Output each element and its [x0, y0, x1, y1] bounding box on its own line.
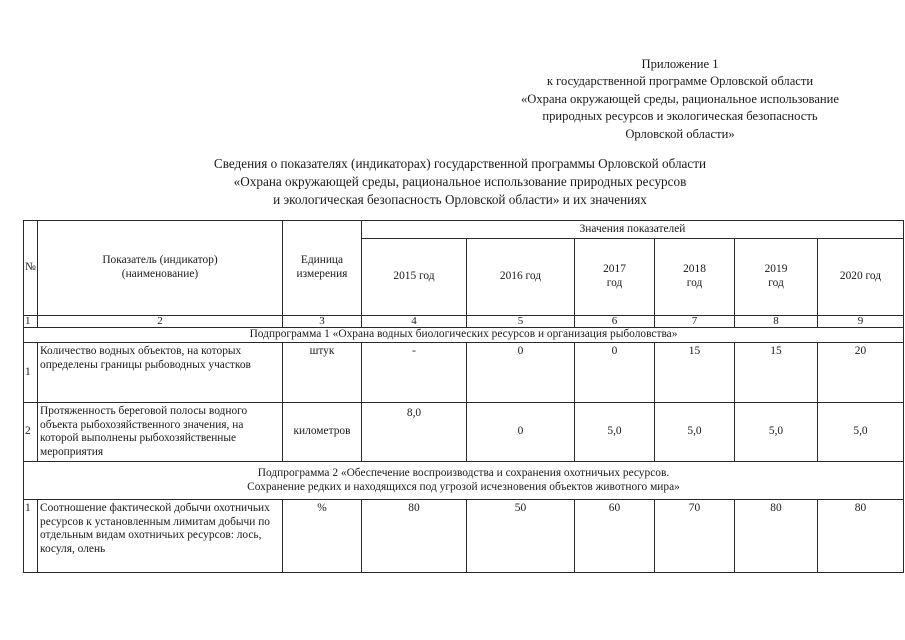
column-number: 2 — [38, 316, 283, 328]
row-num: 1 — [24, 343, 38, 403]
table-row — [24, 343, 904, 403]
header-num: № — [24, 221, 38, 316]
subprogram-2-title-line: Подпрограмма 2 «Обеспечение воспроизводства и сохранения охотничьих ресурсов. — [257, 466, 670, 479]
header-year-line: год — [606, 277, 623, 289]
row-value-2016: 0 — [467, 403, 575, 462]
row-indicator-name: Соотношение фактической добычи охотничьих ресурсов к установленным лимитам добычи по отдельным видам охотничьих ресурсов: лось, косуля, олень — [38, 500, 283, 573]
appendix-line: Приложение 1 — [641, 57, 719, 71]
header-year-2017 — [575, 239, 655, 316]
row-value-2020: 5,0 — [818, 403, 904, 462]
header-indicator-line: (наименование) — [121, 268, 199, 280]
title-line: Сведения о показателях (индикаторах) государственной программы Орловской области — [213, 156, 707, 171]
header-year-line: год — [686, 277, 703, 289]
row-value-2015: 8,0 — [362, 403, 467, 462]
subprogram-2-title — [24, 462, 904, 500]
title-line: «Охрана окружающей среды, рациональное использование природных ресурсов — [233, 173, 687, 189]
row-value-2018: 70 — [655, 500, 735, 573]
header-indicator — [38, 221, 283, 316]
column-number: 5 — [467, 316, 575, 328]
subprogram-2-title-line: Сохранение редких и находящихся под угрозой исчезновения объектов животного мира» — [247, 480, 680, 493]
column-number: 6 — [575, 316, 655, 328]
column-number-row — [24, 316, 904, 328]
row-value-2017: 5,0 — [575, 403, 655, 462]
column-number: 4 — [362, 316, 467, 328]
header-year-line: год — [768, 277, 784, 289]
subprogram-1-title: Подпрограмма 1 «Охрана водных биологических ресурсов и организация рыболовства» — [24, 328, 904, 343]
header-values-group: Значения показателей — [362, 221, 904, 239]
column-number: 1 — [24, 316, 38, 328]
table-row — [24, 403, 904, 462]
appendix-header — [470, 56, 890, 143]
header-year-line: 2017 — [603, 263, 626, 276]
document-title — [140, 155, 780, 208]
header-unit-line: измерения — [296, 268, 348, 280]
row-value-2016: 50 — [467, 500, 575, 573]
header-unit-line: Единица — [300, 254, 344, 267]
column-number: 7 — [655, 316, 735, 328]
header-year-2015: 2015 год — [362, 239, 467, 316]
header-year-2016: 2016 год — [467, 239, 575, 316]
column-number: 8 — [735, 316, 818, 328]
appendix-line: Орловской области» — [625, 126, 735, 141]
row-value-2017: 60 — [575, 500, 655, 573]
row-value-2015: 80 — [362, 500, 467, 573]
header-year-2019 — [735, 239, 818, 316]
header-year-2020: 2020 год — [818, 239, 904, 316]
row-indicator-name: Протяженность береговой полосы водного объекта рыбохозяйственного значения, на которой выполнены рыбохозяйственные мероприятия — [38, 403, 283, 462]
row-unit: километров — [283, 403, 362, 462]
appendix-line: «Охрана окружающей среды, рациональное использование — [520, 91, 839, 106]
indicators-table — [23, 220, 904, 573]
row-indicator-name: Количество водных объектов, на которых определены границы рыбоводных участков — [38, 343, 283, 403]
header-indicator-line: Показатель (индикатор) — [102, 254, 218, 267]
header-unit — [283, 221, 362, 316]
column-number: 9 — [818, 316, 904, 328]
header-year-line: 2018 — [683, 263, 706, 276]
row-value-2018: 5,0 — [655, 403, 735, 462]
header-year-line: 2019 — [764, 263, 788, 276]
row-value-2017: 0 — [575, 343, 655, 403]
header-year-2018 — [655, 239, 735, 316]
appendix-line: к государственной программе Орловской области — [546, 74, 814, 89]
row-num: 2 — [24, 403, 38, 462]
row-value-2019: 15 — [735, 343, 818, 403]
appendix-line: природных ресурсов и экологическая безопасность — [542, 109, 818, 124]
title-line: и экологическая безопасность Орловской области» и их значениях — [273, 191, 647, 207]
row-value-2020: 20 — [818, 343, 904, 403]
row-value-2019: 80 — [735, 500, 818, 573]
table-row — [24, 500, 904, 573]
column-number: 3 — [283, 316, 362, 328]
row-value-2018: 15 — [655, 343, 735, 403]
row-unit: % — [283, 500, 362, 573]
row-value-2020: 80 — [818, 500, 904, 573]
row-value-2016: 0 — [467, 343, 575, 403]
row-unit: штук — [283, 343, 362, 403]
row-num: 1 — [24, 500, 38, 573]
row-value-2019: 5,0 — [735, 403, 818, 462]
row-value-2015: - — [362, 343, 467, 403]
